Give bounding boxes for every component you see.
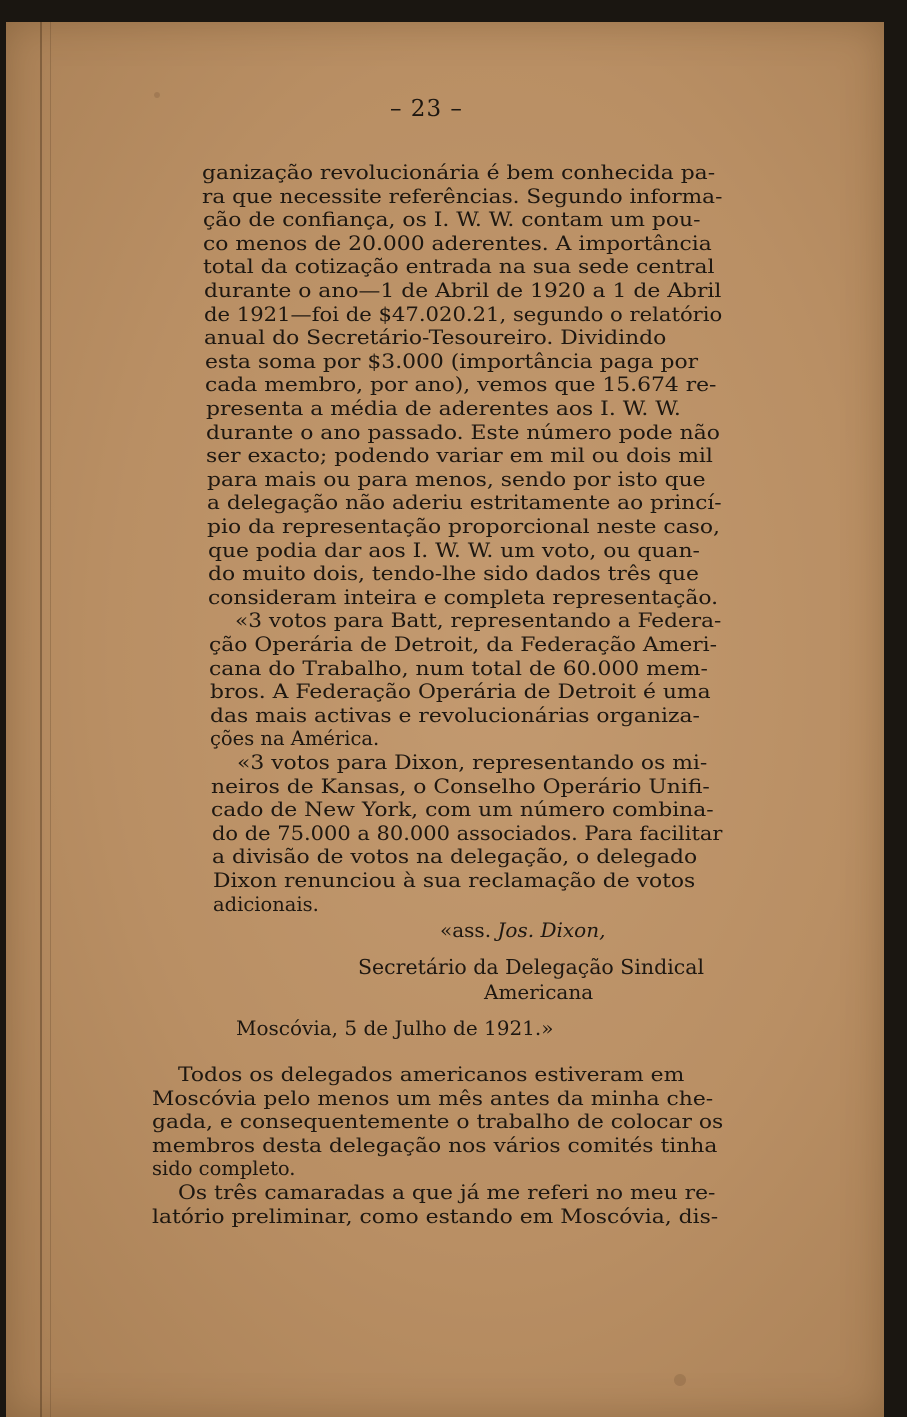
text-line: latório preliminar, como estando em Moscóvia, dis- xyxy=(152,1204,719,1228)
text-line: Todos os delegados americanos estiveram em xyxy=(178,1063,685,1086)
text-line: do muito dois, tendo-lhe sido dados três que xyxy=(208,562,699,586)
paper-stain xyxy=(674,1374,686,1386)
text-line: ganização revolucionária é bem conhecida pa- xyxy=(202,161,716,184)
text-line: de 1921—foi de $47.020.21, segundo o relatório xyxy=(204,302,723,326)
text-line: neiros de Kansas, o Conselho Operário Unifi- xyxy=(211,774,710,798)
text-line: co menos de 20.000 aderentes. A importância xyxy=(203,231,712,255)
text-line: «3 votos para Batt, representando a Federa- xyxy=(235,609,722,633)
text-line: durante o ano passado. Este número pode não xyxy=(206,420,720,444)
text-line: sido completo. xyxy=(152,1157,296,1181)
text-line: cada membro, por ano), vemos que 15.674 re- xyxy=(205,373,717,397)
text-line: do de 75.000 a 80.000 associados. Para facilitar xyxy=(212,821,723,845)
text-line: esta soma por $3.000 (importância paga por xyxy=(205,349,699,373)
text-line: ção de confiança, os I. W. W. contam um pou- xyxy=(203,208,701,232)
text-line: cado de New York, com um número combina- xyxy=(211,798,714,822)
text-line: das mais activas e revolucionárias organiza- xyxy=(210,703,700,727)
text-line: a delegação não aderiu estritamente ao princí- xyxy=(207,491,722,515)
text-line: adicionais. xyxy=(213,892,319,916)
text-line: durante o ano—1 de Abril de 1920 a 1 de Abril xyxy=(204,279,722,302)
text-line: anual do Secretário-Tesoureiro. Dividindo xyxy=(204,326,667,350)
text-line: gada, e consequentemente o trabalho de colocar os xyxy=(152,1110,724,1134)
text-line: ser exacto; podendo variar em mil ou dois mil xyxy=(206,444,713,468)
text-line: consideram inteira e completa representação. xyxy=(208,585,719,609)
text-line: bros. A Federação Operária de Detroit é uma xyxy=(210,680,711,704)
text-line: que podia dar aos I. W. W. um voto, ou quan- xyxy=(208,538,700,562)
text-line: ção Operária de Detroit, da Federação Ameri- xyxy=(209,633,718,656)
signature-title-2: Americana xyxy=(484,980,594,1004)
text-line: Moscóvia pelo menos um mês antes da minha che- xyxy=(152,1086,714,1110)
text-line: total da cotização entrada na sua sede central xyxy=(203,255,715,279)
text-line: cana do Trabalho, num total de 60.000 mem- xyxy=(209,656,708,680)
text-line: para mais ou para menos, sendo por isto que xyxy=(207,467,706,491)
text-line: «3 votos para Dixon, representando os mi- xyxy=(237,751,708,774)
text-line: Dixon renunciou à sua reclamação de votos xyxy=(213,869,696,892)
text-line: membros desta delegação nos vários comités tinha xyxy=(152,1133,718,1157)
signature-prefix: «ass. xyxy=(440,918,498,942)
text-line: a divisão de votos na delegação, o delegado xyxy=(212,845,698,869)
page-number: – 23 – xyxy=(390,96,463,122)
signature-title-1: Secretário da Delegação Sindical xyxy=(358,955,705,979)
text-line: Os três camaradas a que já me referi no meu re- xyxy=(178,1181,716,1204)
signature-line xyxy=(440,918,605,942)
gutter-line-inner xyxy=(50,22,51,1417)
place-date: Moscóvia, 5 de Julho de 1921.» xyxy=(236,1016,554,1040)
signature-name: Jos. Dixon, xyxy=(497,918,606,942)
text-line: ra que necessite referências. Segundo informa- xyxy=(202,184,723,208)
text-line: pio da representação proporcional neste caso, xyxy=(207,515,720,538)
text-line: ções na América. xyxy=(210,727,380,751)
gutter-line xyxy=(40,22,42,1417)
paper-stain xyxy=(154,92,160,98)
text-line: presenta a média de aderentes aos I. W. W. xyxy=(206,397,681,420)
